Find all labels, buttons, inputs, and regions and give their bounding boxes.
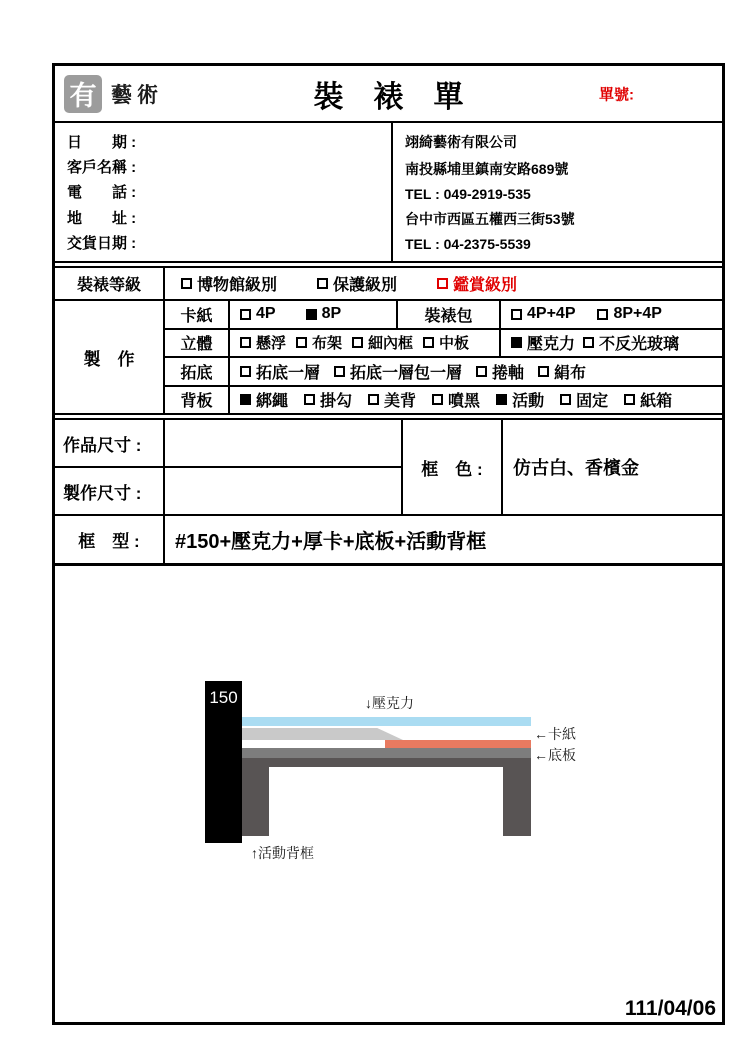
checkbox-non-reflective-glass[interactable] — [583, 331, 679, 354]
option-label: 4P+4P — [527, 305, 576, 323]
order-form — [52, 63, 725, 1025]
backboard-row-label: 背板 — [165, 387, 230, 414]
info-section — [55, 123, 722, 261]
backboard-layer — [242, 748, 531, 758]
grade-section — [55, 268, 722, 301]
checkbox-icon — [538, 366, 549, 377]
checkbox-icon — [240, 337, 251, 348]
backframe-callout-label: ↑活動背框 — [251, 845, 314, 861]
artwork-size-row — [55, 420, 401, 468]
backing-row — [165, 358, 722, 387]
checkbox-icon — [511, 309, 522, 320]
matboard-callout-label: ←卡紙 — [534, 726, 576, 742]
company-tel-1: TEL : 049-2919-535 — [405, 185, 531, 202]
checkbox-icon — [296, 337, 307, 348]
checkbox-icon — [240, 309, 251, 320]
grade-section-label: 裝裱等級 — [55, 268, 165, 299]
checkbox-icon — [597, 309, 608, 320]
option-label: 固定 — [576, 393, 609, 411]
option-label: 捲軸 — [492, 364, 525, 382]
three-d-row-label: 立體 — [165, 330, 230, 357]
checkbox-icon — [496, 394, 507, 405]
three-d-row — [165, 330, 722, 359]
option-label: 拓底一層包一層 — [350, 364, 463, 382]
checkbox-icon — [181, 278, 192, 289]
checkbox-fabric-mount[interactable] — [296, 332, 342, 353]
option-label: 博物館級別 — [197, 277, 278, 294]
production-section — [55, 301, 722, 413]
logo-text: 藝術 — [111, 82, 163, 107]
option-label: 細內框 — [368, 335, 414, 353]
checkbox-icon — [423, 337, 434, 348]
frame-type-value: #150+壓克力+厚卡+底板+活動背框 — [175, 531, 487, 553]
company-address-1: 南投縣埔里鎮南安路689號 — [405, 161, 569, 178]
checkbox-8p-plus-4p[interactable] — [597, 305, 661, 323]
divider — [55, 413, 722, 420]
checkbox-backing-one-layer-wrapped[interactable] — [334, 360, 462, 383]
option-label: 綁繩 — [256, 393, 289, 411]
option-label: 活動 — [512, 393, 545, 411]
frame-type-label: 框 型 : — [55, 516, 165, 563]
matboard-cells — [230, 301, 722, 328]
backing-row-label: 拓底 — [165, 358, 230, 385]
matboard-row — [165, 301, 722, 330]
checkbox-protection-grade[interactable] — [317, 272, 397, 295]
frame-color-value: 仿古白、香檳金 — [513, 458, 639, 478]
option-label: 保護級別 — [333, 277, 398, 294]
option-label: 壓克力 — [527, 336, 576, 354]
backing-options — [230, 358, 722, 385]
checkbox-icon — [306, 309, 317, 320]
option-label: 8P — [321, 305, 342, 323]
backboard-cells — [230, 387, 722, 414]
checkbox-icon — [317, 278, 328, 289]
checkbox-acrylic[interactable] — [511, 331, 575, 354]
option-label: 拓底一層 — [256, 364, 321, 382]
backboard-callout-label: ←底板 — [534, 747, 576, 763]
acrylic-callout-label: ↓壓克力 — [365, 695, 414, 711]
backframe-bar — [242, 758, 531, 767]
production-size-label: 製作尺寸 : — [55, 468, 165, 514]
checkbox-hook[interactable] — [304, 388, 352, 411]
checkbox-floating[interactable] — [240, 332, 286, 353]
checkbox-icon — [437, 278, 448, 289]
matboard-options — [230, 301, 398, 328]
production-rows — [165, 301, 722, 413]
grade-options — [165, 268, 517, 299]
address-field-label: 地 址 : — [67, 209, 137, 227]
production-size-input[interactable] — [165, 468, 401, 514]
checkbox-icon — [511, 337, 522, 348]
artwork-size-input[interactable] — [165, 420, 401, 466]
acrylic-layer — [242, 717, 531, 726]
checkbox-icon — [432, 394, 443, 405]
company-name: 翊綺藝術有限公司 — [405, 134, 517, 151]
option-label: 絹布 — [554, 364, 587, 382]
backboard-options — [230, 387, 722, 414]
divider — [55, 261, 722, 268]
backboard-row — [165, 387, 722, 414]
size-fields — [55, 420, 403, 514]
form-header — [55, 66, 722, 123]
option-label: 中板 — [439, 335, 470, 353]
frame-color-label: 框 色 : — [403, 420, 503, 514]
checkbox-icon — [240, 394, 251, 405]
checkbox-backing-one-layer[interactable] — [240, 360, 320, 383]
checkbox-appreciation-grade[interactable] — [437, 272, 517, 295]
checkbox-middle-board[interactable] — [423, 332, 469, 353]
mounting-pack-label: 裝裱包 — [398, 301, 501, 328]
production-section-label: 製 作 — [55, 301, 165, 413]
date-field-label: 日 期 : — [67, 134, 137, 152]
delivery-date-field-label: 交貨日期 : — [67, 234, 137, 252]
checkbox-icon — [368, 394, 379, 405]
company-tel-2: TEL : 04-2375-5539 — [405, 235, 531, 252]
option-label: 4P — [256, 305, 276, 323]
checkbox-icon — [476, 366, 487, 377]
checkbox-carton[interactable] — [624, 388, 672, 411]
sizes-section — [55, 420, 722, 516]
backframe-right-leg — [503, 767, 531, 836]
three-d-cells — [230, 330, 722, 357]
company-address-2: 台中市西區五權西三街53號 — [405, 210, 575, 227]
backing-cells — [230, 358, 722, 385]
cross-section-diagram — [55, 566, 722, 1022]
option-label: 懸浮 — [256, 335, 287, 353]
checkbox-icon — [240, 366, 251, 377]
logo-seal-icon: 有 — [64, 75, 102, 113]
checkbox-fixed[interactable] — [560, 388, 608, 411]
checkbox-icon — [560, 394, 571, 405]
checkbox-movable[interactable] — [496, 388, 544, 411]
checkbox-icon — [583, 337, 594, 348]
production-size-row — [55, 468, 401, 514]
backframe-left-leg — [242, 767, 269, 836]
customer-fields — [55, 123, 393, 261]
checkbox-4p-plus-4p[interactable] — [511, 305, 575, 323]
phone-field-label: 電 話 : — [67, 184, 137, 202]
company-info — [393, 123, 722, 261]
checkbox-icon — [304, 394, 315, 405]
frame-profile-bar: 150 — [205, 681, 242, 843]
checkbox-silk[interactable] — [538, 360, 586, 383]
checkbox-tie-rope[interactable] — [240, 388, 288, 411]
checkbox-8p[interactable] — [306, 305, 342, 323]
mounting-pack-options — [501, 301, 722, 328]
glazing-options — [501, 330, 722, 357]
checkbox-icon — [624, 394, 635, 405]
company-logo — [55, 75, 163, 113]
checkbox-finished-back[interactable] — [368, 388, 416, 411]
matboard-layer — [242, 728, 403, 740]
form-date: 111/04/06 — [624, 997, 716, 1020]
checkbox-4p[interactable] — [240, 305, 276, 323]
option-label: 噴黑 — [448, 393, 481, 411]
option-label: 鑑賞級別 — [453, 277, 518, 294]
checkbox-icon — [334, 366, 345, 377]
form-title: 裝 裱 單 — [313, 80, 464, 114]
artwork-size-label: 作品尺寸 : — [55, 420, 165, 466]
matboard-row-label: 卡紙 — [165, 301, 230, 328]
checkbox-thin-inner-frame[interactable] — [352, 332, 413, 353]
three-d-options — [230, 330, 501, 357]
option-label: 紙箱 — [640, 393, 673, 411]
artwork-layer — [385, 740, 531, 748]
customer-name-field-label: 客戶名稱 : — [67, 159, 137, 177]
checkbox-museum-grade[interactable] — [181, 272, 277, 295]
frame-color-block — [403, 420, 722, 514]
option-label: 掛勾 — [320, 393, 353, 411]
option-label: 布架 — [312, 335, 343, 353]
checkbox-spray-black[interactable] — [432, 388, 480, 411]
order-number-label: 單號: — [599, 86, 634, 103]
checkbox-scroll[interactable] — [476, 360, 524, 383]
frame-type-row — [55, 516, 722, 566]
option-label: 8P+4P — [613, 305, 662, 323]
option-label: 美背 — [384, 393, 417, 411]
checkbox-icon — [352, 337, 363, 348]
option-label: 不反光玻璃 — [599, 336, 680, 354]
